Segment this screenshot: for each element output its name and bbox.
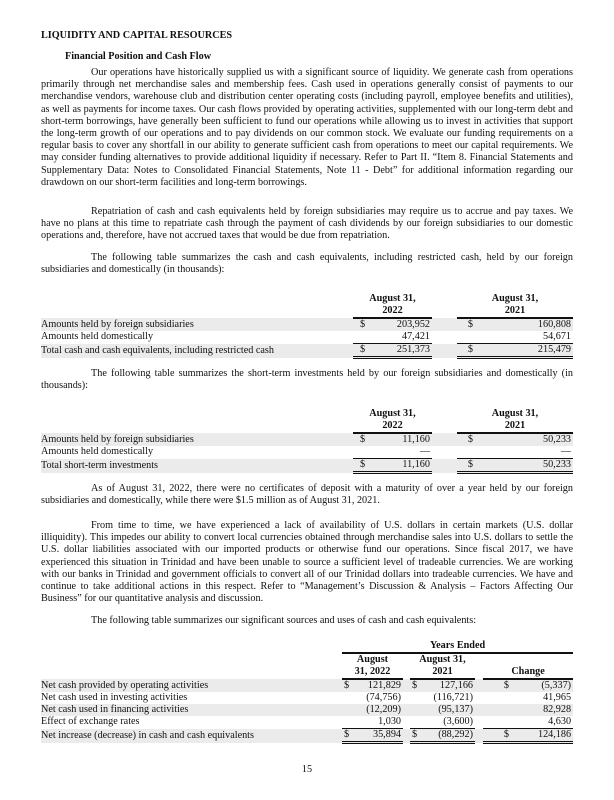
subsection-title: Financial Position and Cash Flow xyxy=(65,51,212,62)
table-row: Amounts held domestically — — xyxy=(41,446,571,458)
paragraph-repatriation: Repatriation of cash and cash equivalents held by foreign subsidiaries may require us to accrue and pay taxes. We have no plans at this time to repatriate cash through the payment of cash dividends by our foreign subsidiaries to our domestic operations and, therefore, have not accrued taxes that would be due from repatriation. xyxy=(41,206,573,242)
table-row: Net cash used in financing activities (12,209) (95,137) 82,928 xyxy=(41,704,572,715)
table-row: Effect of exchange rates 1,030 (3,600) 4,630 xyxy=(41,716,572,728)
table-row: Net cash provided by operating activities $ 121,829 $ 127,166 $ (5,337) xyxy=(41,679,572,691)
table-row-total: Net increase (decrease) in cash and cash equivalents $ 35,894 $ (88,292) $ 124,186 xyxy=(41,729,572,741)
table-row: Net cash used in investing activities (74,756) (116,721) 41,965 xyxy=(41,692,572,703)
paragraph-table3-intro: The following table summarizes our significant sources and uses of cash and cash equivalents: xyxy=(91,615,477,626)
column-header: August 31, 2021 xyxy=(457,293,573,318)
cash-by-location-table xyxy=(41,293,573,359)
table-row: Amounts held domestically 47,421 54,671 xyxy=(41,331,571,343)
paragraph-dollar-illiquidity: From time to time, we have experienced a lack of availability of U.S. dollars in certain markets (U.S. dollar illiquidity). This impedes our ability to convert local currencies obtained through merchandise sales into U.S. dollars to settle the U.S. dollar liabilities associated with our imported products or otherwise fund our operations. Since fiscal 2017, we have experienced this situation in Trinidad and have been unable to source a sufficient level of tradeable currencies. We are working with our banks in Trinidad and government officials to convert all of our Trinidad dollars into tradeable currencies. We have and continue to take additional actions in this respect. Refer to “Management’s Discussion & Analysis – Factors Affecting Our Business” for our quantitative analysis and discussion. xyxy=(41,520,573,605)
page-number: 15 xyxy=(301,764,313,775)
column-header: August 31, 2022 xyxy=(342,653,403,679)
column-header: August 31, 2021 xyxy=(410,653,475,679)
table-row: Amounts held by foreign subsidiaries $ 11,160 $ 50,233 xyxy=(41,433,571,445)
table-row: Amounts held by foreign subsidiaries $ 203,952 $ 160,808 xyxy=(41,318,571,330)
group-header: Years Ended xyxy=(342,640,573,653)
column-header: August 31, 2022 xyxy=(353,408,432,433)
paragraph-liquidity: Our operations have historically supplied us with a significant source of liquidity. We generate cash from operations primarily through net merchandise sales and membership fees. Cash used in operations generally consist of payments to our merchandise vendors, warehouse club and distribution center operating costs (including payroll, employee benefits and utilities), as well as payments for income taxes. Our cash flows provided by operating activities, supplemented with our long-term debt and short-term borrowings, have generally been sufficient to fund our operations while allowing us to invest in activities that support the long-term growth of our operations and to pay dividends on our common stock. We evaluate our funding requirements on a regular basis to cover any shortfall in our ability to generate sufficient cash from operations to meet our capital requirements. We may consider funding alternatives to provide additional liquidity if necessary. Refer to Part II. “Item 8. Financial Statements and Supplementary Data: Notes to Consolidated Financial Statements, Note 11 - Debt” for additional information regarding our drawdown on our short-term facilities and long-term borrowings. xyxy=(41,67,573,188)
cash-flow-summary-table xyxy=(41,640,573,744)
short-term-investments-table xyxy=(41,408,573,474)
paragraph-table2-intro: The following table summarizes the short-term investments held by our foreign subsidiaries and domestically (in thousands): xyxy=(41,368,573,392)
paragraph-certificates: As of August 31, 2022, there were no certificates of deposit with a maturity of over a year held by our foreign subsidiaries and domestically, while there were $1.5 million as of August 31, 2021. xyxy=(41,483,573,507)
table-row-total: Total cash and cash equivalents, including restricted cash $ 251,373 $ 215,479 xyxy=(41,344,571,356)
column-header: August 31, 2021 xyxy=(457,408,573,433)
table-row-total: Total short-term investments $ 11,160 $ 50,233 xyxy=(41,459,571,471)
section-title: LIQUIDITY AND CAPITAL RESOURCES xyxy=(41,30,233,41)
column-header: August 31, 2022 xyxy=(353,293,432,318)
column-header: Change xyxy=(483,653,573,679)
paragraph-table1-intro: The following table summarizes the cash and cash equivalents, including restricted cash, held by our foreign subsidiaries and domestically (in thousands): xyxy=(41,252,573,276)
